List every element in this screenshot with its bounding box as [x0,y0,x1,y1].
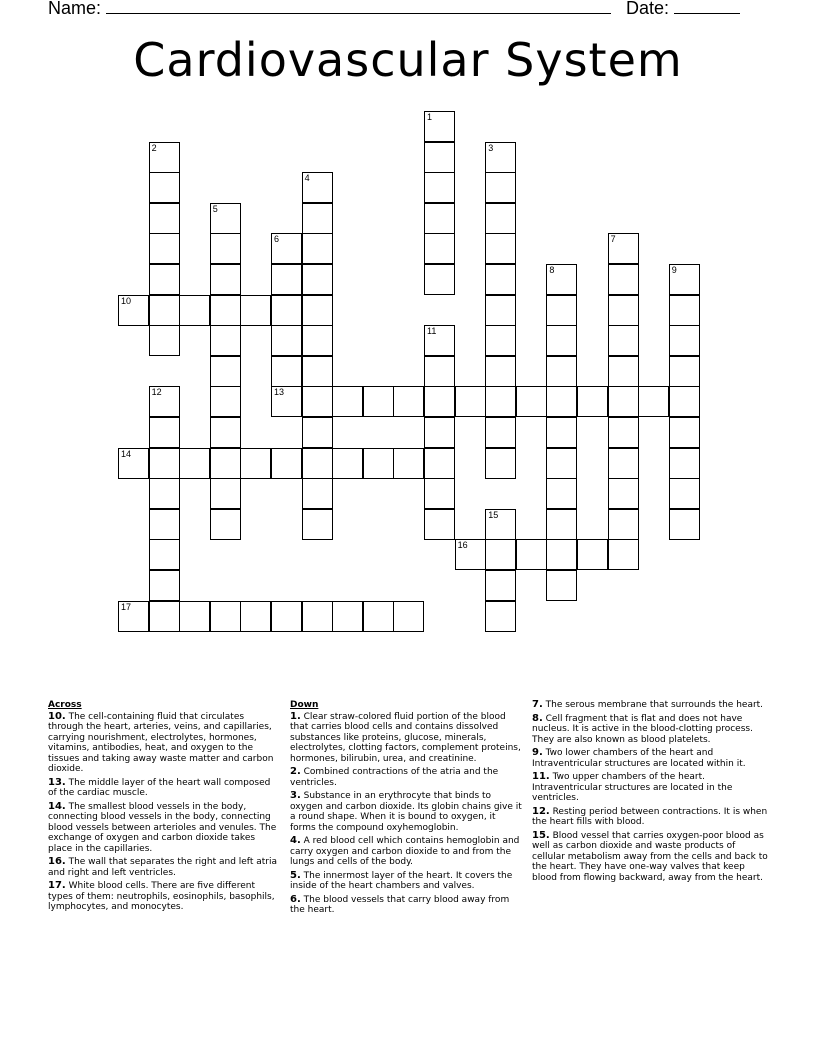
clue-number: 8. [532,712,543,724]
crossword-cell[interactable] [424,142,455,173]
clue-number: 15. [532,829,550,841]
clue-text: The wall that separates the right and left atria and right and left ventricles. [48,857,277,878]
crossword-cell[interactable] [149,539,180,570]
clue-number: 16. [48,856,66,867]
crossword-cell[interactable] [271,233,302,264]
down-clues [290,700,522,919]
crossword-cell[interactable] [546,264,577,295]
crossword-cell[interactable] [546,356,577,387]
crossword-cell[interactable] [424,325,455,356]
crossword-cell[interactable] [546,448,577,479]
crossword-cell[interactable] [271,325,302,356]
date-label: Date: [626,0,670,18]
clue-number: 14. [48,800,66,812]
crossword-cell[interactable] [669,417,700,448]
crossword-cell[interactable] [485,356,516,387]
clue-text: Resting period between contractions. It is when the heart fills with blood. [532,806,768,827]
clue-number: 13. [48,776,66,788]
name-label: Name: [48,0,102,18]
crossword-cell[interactable] [393,386,424,417]
crossword-cell[interactable] [210,509,241,540]
crossword-cell[interactable] [424,417,455,448]
crossword-cell[interactable] [546,295,577,326]
clue-number: 14 [121,448,132,459]
crossword-cell[interactable] [210,295,241,326]
crossword-cell[interactable] [638,386,669,417]
crossword-cell[interactable] [424,264,455,295]
crossword-cell[interactable] [332,386,363,417]
clue-number: 16 [457,540,468,551]
clue-number: 8 [549,265,555,275]
down-clue [290,712,522,765]
clue-number: 9. [532,747,543,758]
crossword-cell[interactable] [179,448,210,479]
crossword-cell[interactable] [485,325,516,356]
clue-number: 1 [427,112,433,122]
crossword-cell[interactable] [608,478,639,509]
crossword-cell[interactable] [424,356,455,387]
crossword-cell[interactable] [608,325,639,356]
crossword-cell[interactable] [302,203,333,234]
down-clue [532,772,768,804]
clue-number: 1. [290,710,301,722]
crossword-cell[interactable] [149,203,180,234]
crossword-cell[interactable] [210,601,241,632]
clue-number: 5 [212,203,218,214]
crossword-cell[interactable] [149,264,180,295]
clue-text: The cell-containing fluid that circulates through the heart, arteries, veins, and capillaries, carrying nourishment, electrolytes, hormones, vitamins, antibodies, heat, and oxygen to the tissues and taking away waste matter and carbon dioxide. [48,711,274,774]
crossword-cell[interactable] [302,417,333,448]
clue-number: 6 [274,234,280,245]
clue-number: 6. [290,893,301,905]
down-heading: Down [290,700,319,710]
crossword-cell[interactable] [608,295,639,326]
crossword-cell[interactable] [424,448,455,479]
down-clue [290,895,522,916]
clue-text: Combined contractions of the atria and the ventricles. [290,767,499,788]
clue-number: 7. [532,699,543,710]
crossword-cell[interactable] [149,142,180,173]
clue-number: 2 [151,142,157,153]
crossword-cell[interactable] [485,539,516,570]
clue-number: 17. [48,880,66,891]
crossword-cell[interactable] [271,295,302,326]
clue-number: 10 [121,295,132,306]
clue-number: 4 [304,173,310,184]
crossword-cell[interactable] [424,233,455,264]
crossword-cell[interactable] [485,570,516,601]
crossword-cell[interactable] [210,448,241,479]
across-clue [48,857,280,878]
page-title: Cardiovascular System [133,33,683,87]
crossword-cell[interactable] [669,325,700,356]
clue-number: 3. [290,790,301,801]
down-clue [532,748,768,769]
down-clue [532,807,768,828]
clue-text: White blood cells. There are five different types of them: neutrophils, eosinophils, basophils, lymphocytes, and monocytes. [48,881,275,912]
crossword-cell[interactable] [210,233,241,264]
crossword-cell[interactable] [424,172,455,203]
clue-number: 9 [671,265,677,275]
crossword-cell[interactable] [669,448,700,479]
crossword-cell[interactable] [485,203,516,234]
crossword-cell[interactable] [669,509,700,540]
crossword-cell[interactable] [302,233,333,264]
crossword-cell[interactable] [363,601,394,632]
crossword-cell[interactable] [149,478,180,509]
clue-text: Two lower chambers of the heart and Intraventricular structures are located within it. [532,748,746,769]
clue-number: 17 [121,601,132,612]
crossword-cell[interactable] [577,386,608,417]
crossword-cell[interactable] [149,295,180,326]
crossword-cell[interactable] [669,356,700,387]
crossword-cell[interactable] [149,233,180,264]
crossword-cell[interactable] [210,356,241,387]
clue-text: Two upper chambers of the heart. Intraventricular structures are located in the ventricles. [532,772,733,803]
crossword-cell[interactable] [424,478,455,509]
across-clue [48,712,280,775]
clue-text: The serous membrane that surrounds the heart. [542,700,764,710]
clue-text: Blood vessel that carries oxygen-poor blood as well as carbon dioxide and waste products of cellular metabolism away from the cells and back to the heart. They have one-way valves that keep blood from flowing backward, away from the heart. [532,830,768,883]
clue-text: The smallest blood vessels in the body, connecting blood vessels in the body, connecting blood vessels between arterioles and venules. The exchange of oxygen and carbon dioxide takes place in the capillaries. [48,801,277,854]
clue-number: 11. [532,771,550,782]
crossword-cell[interactable] [485,601,516,632]
crossword-cell[interactable] [149,417,180,448]
crossword-cell[interactable] [302,601,333,632]
clue-number: 3 [488,142,494,153]
crossword-cell[interactable] [546,386,577,417]
crossword-cell[interactable] [546,539,577,570]
crossword-cell[interactable] [240,448,271,479]
across-clue [48,802,280,855]
crossword-cell[interactable] [393,448,424,479]
crossword-cell[interactable] [455,386,486,417]
down-clue [290,791,522,833]
clue-text: Substance in an erythrocyte that binds to oxygen and carbon dioxide. Its globin chains give it a round shape. When it is bound to oxygen, it forms the compound oxyhemoglobin. [290,791,522,833]
crossword-cell[interactable] [210,386,241,417]
crossword-cell[interactable] [424,386,455,417]
crossword-cell[interactable] [271,448,302,479]
clue-number: 2. [290,766,301,777]
crossword-cell[interactable] [485,509,516,540]
crossword-cell[interactable] [546,509,577,540]
crossword-cell[interactable] [210,264,241,295]
crossword-cell[interactable] [149,172,180,203]
clue-number: 12. [532,805,550,817]
crossword-cell[interactable] [485,142,516,173]
crossword-cell[interactable] [546,570,577,601]
clue-text: The middle layer of the heart wall composed of the cardiac muscle. [48,777,271,798]
crossword-cell[interactable] [210,325,241,356]
crossword-cell[interactable] [516,539,547,570]
crossword-cell[interactable] [332,601,363,632]
crossword-cell[interactable] [669,478,700,509]
crossword-cell[interactable] [485,264,516,295]
crossword-cell[interactable] [118,601,149,632]
down-clue [290,767,522,788]
down-clues-continued [532,700,768,886]
clue-number: 11 [427,326,437,337]
crossword-cell[interactable] [608,539,639,570]
crossword-cell[interactable] [302,356,333,387]
crossword-cell[interactable] [210,478,241,509]
crossword-cell[interactable] [302,448,333,479]
crossword-cell[interactable] [332,448,363,479]
clue-number: 15 [488,509,499,520]
crossword-cell[interactable] [149,570,180,601]
crossword-cell[interactable] [608,356,639,387]
crossword-cell[interactable] [118,295,149,326]
crossword-cell[interactable] [577,539,608,570]
crossword-cell[interactable] [608,264,639,295]
crossword-cell[interactable] [608,417,639,448]
crossword-cell[interactable] [271,601,302,632]
crossword-cell[interactable] [669,295,700,326]
clue-number: 12 [151,387,162,398]
crossword-cell[interactable] [271,386,302,417]
crossword-cell[interactable] [302,509,333,540]
clue-number: 7 [610,234,616,245]
crossword-cell[interactable] [424,203,455,234]
crossword-cell[interactable] [149,601,180,632]
crossword-cell[interactable] [302,325,333,356]
crossword-cell[interactable] [210,203,241,234]
crossword-cell[interactable] [302,264,333,295]
crossword-cell[interactable] [608,233,639,264]
down-clue [290,836,522,868]
crossword-cell[interactable] [363,386,394,417]
crossword-cell[interactable] [149,325,180,356]
crossword-cell[interactable] [608,386,639,417]
crossword-cell[interactable] [240,295,271,326]
crossword-cell[interactable] [271,356,302,387]
crossword-cell[interactable] [302,172,333,203]
crossword-cell[interactable] [546,325,577,356]
crossword-cell[interactable] [393,601,424,632]
crossword-cell[interactable] [424,509,455,540]
crossword-cell[interactable] [240,601,271,632]
down-clue [290,871,522,892]
crossword-cell[interactable] [485,417,516,448]
crossword-cell[interactable] [149,386,180,417]
clue-text: Clear straw-colored fluid portion of the blood that carries blood cells and contains dissolved substances like proteins, glucose, minerals, electrolytes, clotting factors, complement proteins, hormones, bilirubin, urea, and creatinine. [290,711,521,764]
crossword-cell[interactable] [302,295,333,326]
down-clue [532,700,768,711]
crossword-cell[interactable] [149,448,180,479]
crossword-cell[interactable] [608,448,639,479]
crossword-cell[interactable] [118,448,149,479]
down-clue [532,714,768,746]
clue-text: The innermost layer of the heart. It covers the inside of the heart chambers and valves. [290,870,513,891]
crossword-cell[interactable] [546,417,577,448]
crossword-cell[interactable] [669,386,700,417]
crossword-cell[interactable] [485,448,516,479]
crossword-cell[interactable] [455,539,486,570]
across-clue [48,881,280,913]
crossword-cell[interactable] [485,233,516,264]
clue-number: 5. [290,869,301,881]
crossword-cell[interactable] [516,386,547,417]
crossword-cell[interactable] [271,264,302,295]
clue-number: 4. [290,835,301,846]
crossword-cell[interactable] [179,601,210,632]
clue-text: The blood vessels that carry blood away from the heart. [290,894,510,915]
clue-text: A red blood cell which contains hemoglobin and carry oxygen and carbon dioxide to and from the lungs and cells of the body. [290,836,520,867]
crossword-cell[interactable] [179,295,210,326]
crossword-cell[interactable] [608,509,639,540]
crossword-cell[interactable] [485,386,516,417]
crossword-cell[interactable] [210,417,241,448]
crossword-cell[interactable] [485,295,516,326]
clue-number: 13 [274,387,285,398]
crossword-cell[interactable] [302,478,333,509]
crossword-cell[interactable] [485,172,516,203]
crossword-cell[interactable] [424,111,455,142]
clue-text: Cell fragment that is flat and does not have nucleus. It is active in the blood-clotting process. They are also known as blood platelets. [532,713,753,745]
crossword-cell[interactable] [669,264,700,295]
across-heading: Across [48,700,82,710]
clue-number: 10. [48,710,66,722]
across-clue [48,778,280,799]
crossword-cell[interactable] [149,509,180,540]
across-clues [48,700,280,916]
down-clue [532,831,768,884]
crossword-cell[interactable] [546,478,577,509]
crossword-cell[interactable] [363,448,394,479]
crossword-cell[interactable] [302,386,333,417]
